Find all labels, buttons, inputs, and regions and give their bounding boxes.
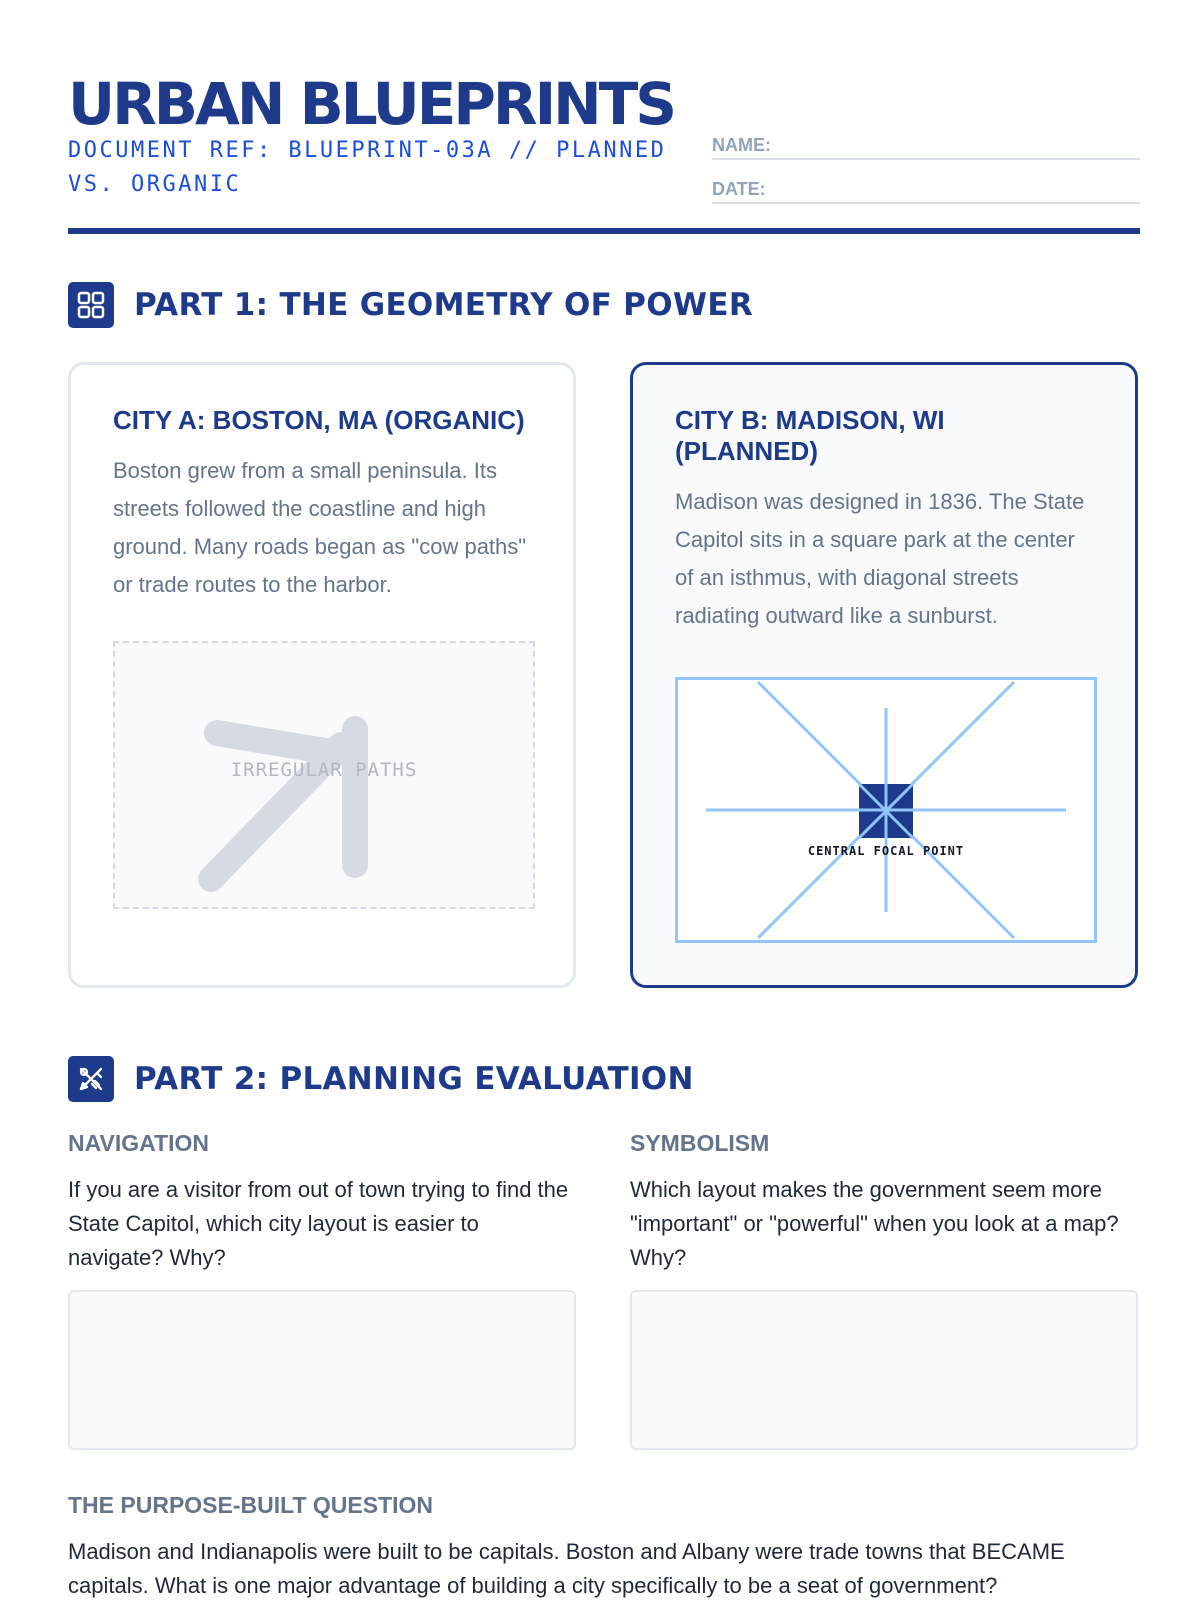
part2-heading bbox=[68, 1056, 694, 1102]
page-title: URBAN BLUEPRINTS bbox=[68, 70, 675, 138]
name-field[interactable] bbox=[712, 130, 1140, 160]
navigation-question-text: If you are a visitor from out of town trying to find the State Capitol, which city layout is easier to navigate? Why? bbox=[68, 1177, 569, 1270]
document-reference: DOCUMENT REF: BLUEPRINT-03A // PLANNED VS. ORGANIC bbox=[68, 138, 667, 197]
navigation-label: NAVIGATION bbox=[68, 1130, 209, 1156]
city-b-description: Madison was designed in 1836. The State Capitol sits in a square park at the center of an isthmus, with diagonal streets radiating outward like a sunburst. bbox=[675, 489, 1085, 628]
city-a-title: CITY A: BOSTON, MA (ORGANIC) bbox=[113, 405, 525, 435]
part1-heading bbox=[68, 282, 753, 328]
worksheet-header bbox=[68, 60, 1140, 236]
purpose-label: THE PURPOSE-BUILT QUESTION bbox=[68, 1492, 434, 1518]
irregular-paths-label: IRREGULAR PATHS bbox=[230, 759, 418, 781]
symbolism-question-text: Which layout makes the government seem more "important" or "powerful" when you look at a map? Why? bbox=[630, 1177, 1119, 1270]
city-b-card bbox=[630, 362, 1138, 988]
part1-title: PART 1: THE GEOMETRY OF POWER bbox=[134, 287, 753, 323]
drafting-tools-icon bbox=[68, 1056, 114, 1102]
date-label: DATE: bbox=[712, 179, 766, 199]
purpose-question-text: Madison and Indianapolis were built to be capitals. Boston and Albany were trade towns that BECAME capitals. What is one major advantage of building a city specifically to be a seat of government? bbox=[68, 1539, 1065, 1598]
symbolism-label: SYMBOLISM bbox=[630, 1130, 770, 1156]
navigation-question bbox=[68, 1130, 576, 1275]
city-a-description: Boston grew from a small peninsula. Its streets followed the coastline and high ground. Many roads began as "cow paths" or trade routes to the harbor. bbox=[113, 458, 527, 597]
purpose-built-question bbox=[68, 1492, 1148, 1603]
symbolism-answer-box[interactable] bbox=[630, 1290, 1138, 1450]
sunburst-diagram bbox=[675, 677, 1097, 943]
header-divider bbox=[68, 228, 1140, 234]
navigation-answer-box[interactable] bbox=[68, 1290, 576, 1450]
city-b-title: CITY B: MADISON, WI (PLANNED) bbox=[675, 405, 945, 466]
city-a-card bbox=[68, 362, 576, 988]
central-focal-point-label: CENTRAL FOCAL POINT bbox=[807, 844, 965, 858]
student-info-fields bbox=[712, 130, 1140, 218]
name-label: NAME: bbox=[712, 135, 771, 155]
grid-icon bbox=[68, 282, 114, 328]
symbolism-question bbox=[630, 1130, 1138, 1275]
date-field[interactable] bbox=[712, 174, 1140, 204]
irregular-paths-diagram bbox=[113, 641, 535, 909]
part2-title: PART 2: PLANNING EVALUATION bbox=[134, 1061, 694, 1097]
